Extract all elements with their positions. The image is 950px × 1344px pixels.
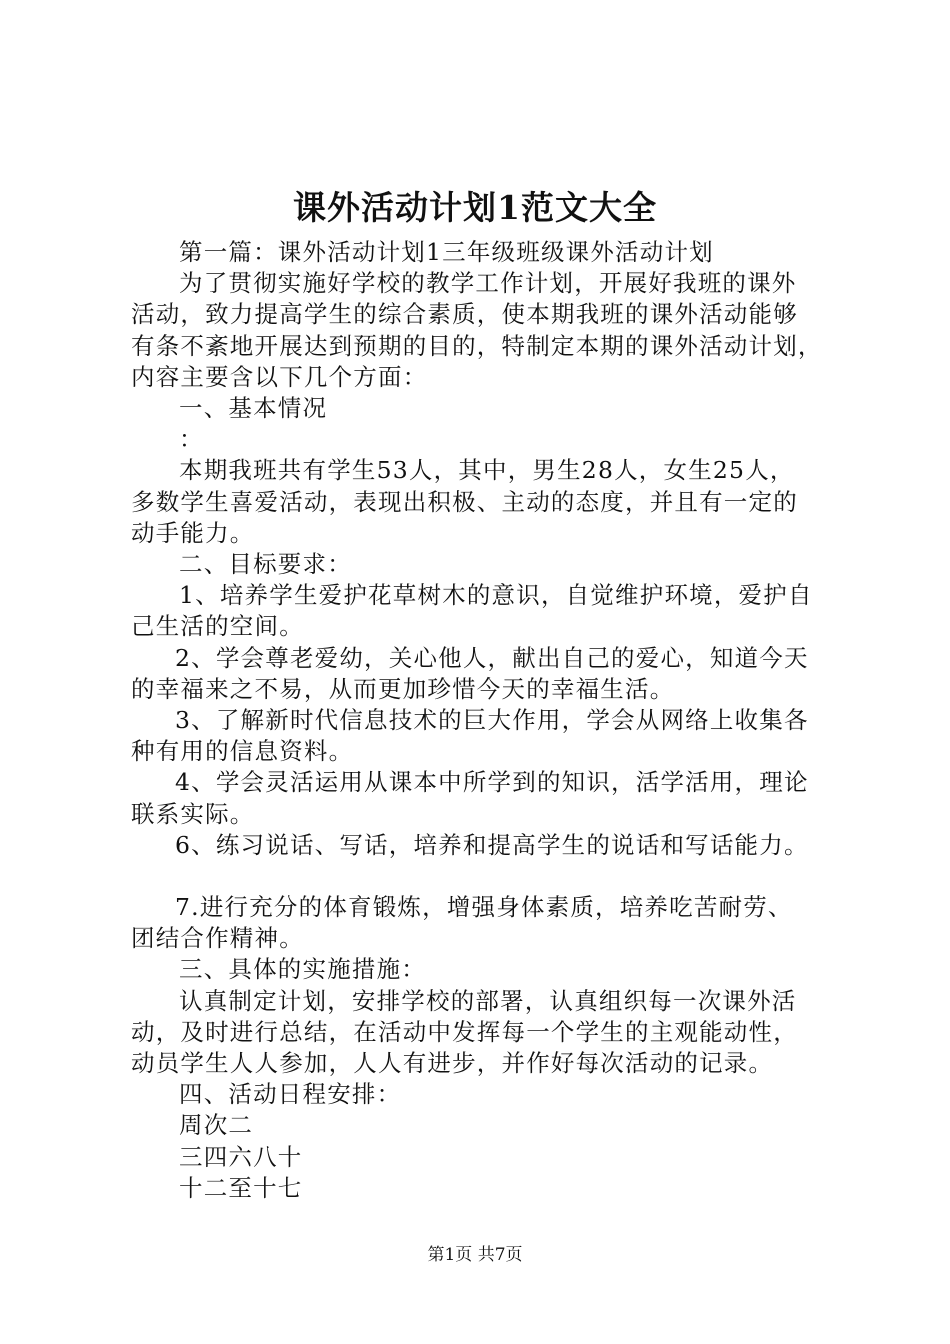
schedule-line: 三四六八十 [179, 1142, 303, 1171]
paragraph-line: 本期我班共有学生53人，其中，男生28人，女生25人， [179, 456, 795, 485]
paragraph-line: 动手能力。 [131, 518, 255, 547]
paragraph-line: 有条不紊地开展达到预期的目的，特制定本期的课外活动计划， [131, 331, 823, 360]
schedule-line: 十二至十七 [179, 1173, 303, 1202]
list-item: 6、练习说话、写话，培养和提高学生的说话和写话能力。 [175, 830, 809, 859]
paragraph-line: 内容主要含以下几个方面： [131, 362, 428, 391]
page-footer: 第1页 共7页 [427, 1245, 523, 1265]
section-heading: 二、目标要求： [179, 550, 352, 579]
section-heading: 三、具体的实施措施： [179, 955, 426, 984]
list-item: 1、培养学生爱护花草树木的意识，自觉维护环境，爱护自 [179, 581, 813, 610]
schedule-line: 周次二 [179, 1111, 254, 1140]
paragraph-line: 认真制定计划，安排学校的部署，认真组织每一次课外活 [179, 986, 797, 1015]
paragraph-line: 己生活的空间。 [131, 612, 304, 641]
paragraph-line: 活动，致力提高学生的综合素质，使本期我班的课外活动能够 [131, 300, 798, 329]
paragraph-line: 为了贯彻实施好学校的教学工作计划，开展好我班的课外 [179, 269, 797, 298]
list-item: 7.进行充分的体育锻炼，增强身体素质，培养吃苦耐劳、 [175, 893, 793, 922]
list-item: 4、学会灵活运用从课本中所学到的知识，活学活用，理论 [175, 768, 809, 797]
paragraph-line: 动，及时进行总结，在活动中发挥每一个学生的主观能动性， [131, 1017, 798, 1046]
document-title: 课外活动计划1范文大全 [293, 188, 657, 227]
paragraph-line: 动员学生人人参加，人人有进步，并作好每次活动的记录。 [131, 1049, 774, 1078]
paragraph-line: 团结合作精神。 [131, 924, 304, 953]
paragraph-line: 的幸福来之不易，从而更加珍惜今天的幸福生活。 [131, 674, 675, 703]
document-body [131, 237, 831, 1204]
section-heading: 一、基本情况 [179, 394, 328, 423]
section-heading: 第一篇：课外活动计划1三年级班级课外活动计划 [179, 238, 714, 266]
list-item: 3、了解新时代信息技术的巨大作用，学会从网络上收集各 [175, 706, 809, 735]
section-heading: 四、活动日程安排： [179, 1080, 402, 1109]
paragraph-line: 多数学生喜爱活动，表现出积极、主动的态度，并且有一定的 [131, 487, 798, 516]
paragraph-line: ： [179, 425, 204, 454]
paragraph-line: 种有用的信息资料。 [131, 737, 354, 766]
list-item: 2、学会尊老爱幼，关心他人，献出自己的爱心，知道今天 [175, 643, 809, 672]
paragraph-line: 联系实际。 [131, 799, 255, 828]
